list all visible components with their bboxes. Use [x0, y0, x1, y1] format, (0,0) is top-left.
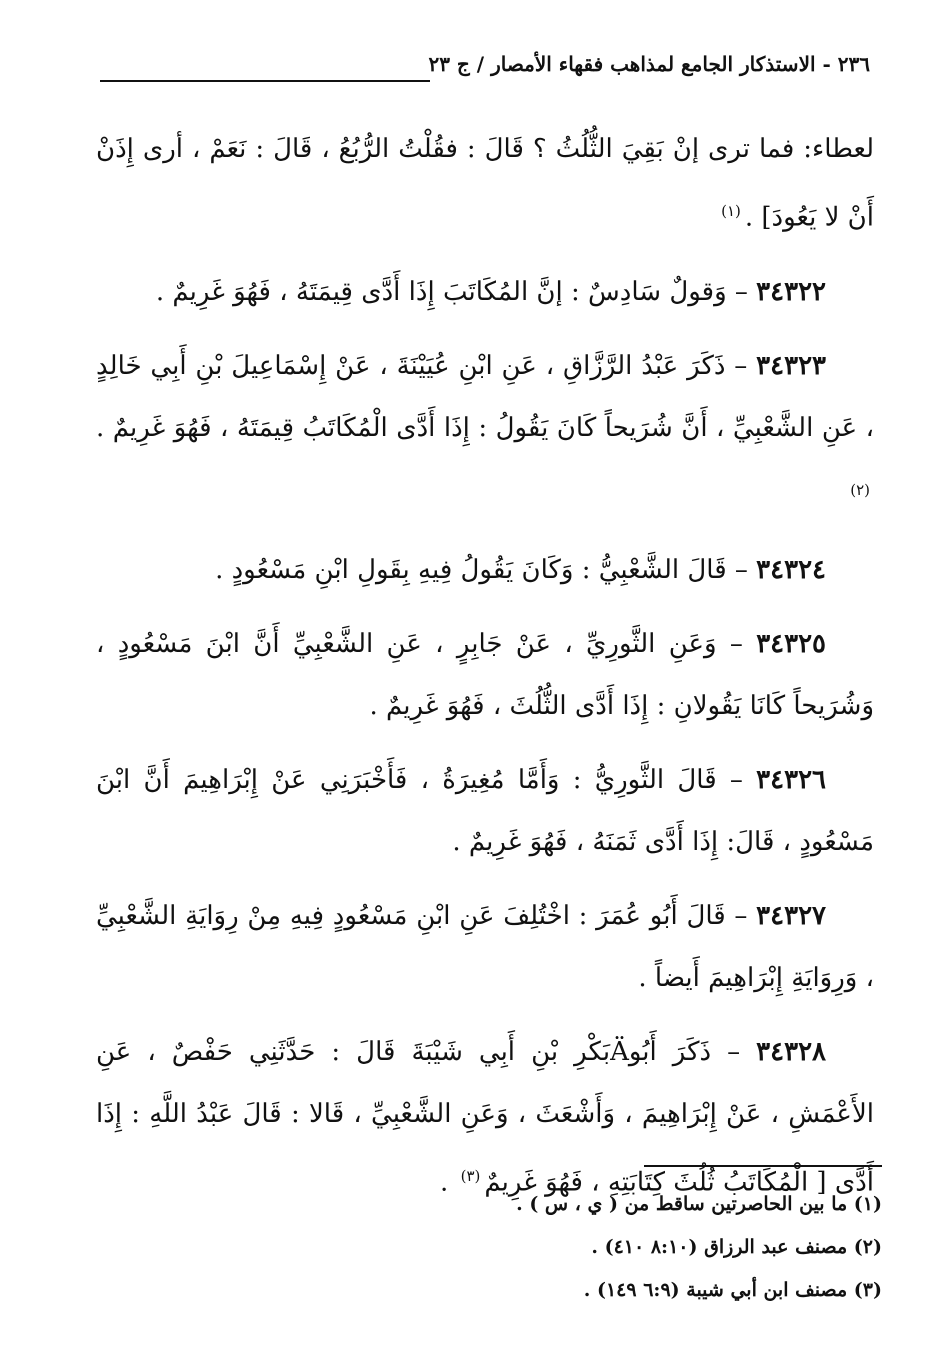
footnote-ref: (٣)	[460, 1167, 481, 1186]
paragraph-text: قَالَ الثَّورِيُّ : وَأَمَّا مُغِيرَةُ ، فَأَخْبَرَنِي عَنْ إِبْرَاهِيمَ أَنَّ ابْنَ مَسْعُودٍ ، قَالَ: إِذَا أَدَّى ثَمَنَهُ ، فَهُوَ غَرِيمٌ .	[96, 765, 874, 858]
paragraph-number: ٣٤٣٢٤	[756, 555, 826, 586]
paragraph-number: ٣٤٣٢٣	[756, 350, 826, 381]
footnote-3: (٣) مصنف ابن أبي شيبة (٦:٩ ١٤٩) .	[583, 1279, 882, 1301]
header-separator: -	[815, 52, 838, 76]
paragraph-34322: ٣٤٣٢٢ – وَقولٌ سَادِسٌ : إنَّ المُكَاتَبَ إِذَا أَدَّى قِيمَتَهُ ، فَهُوَ غَرِيمٌ .	[155, 276, 826, 307]
footnote-ref: (١)	[721, 202, 741, 220]
paragraph-text: وَقولٌ سَادِسٌ : إنَّ المُكَاتَبَ إِذَا أَدَّى قِيمَتَهُ ، فَهُوَ غَرِيمٌ .	[155, 276, 727, 307]
paragraph-text: وَعَنِ الثَّورِيِّ ، عَنْ جَابِرٍ ، عَنِ الشَّعْبِيِّ أَنَّ ابْنَ مَسْعُودٍ ، وَشُرَيحاً كَانَا يَقُولانِ : إِذَا أَدَّى الثُّلُثَ ، فَهُوَ غَرِيمٌ .	[96, 629, 874, 722]
paragraph-34324: ٣٤٣٢٤ – قَالَ الشَّعْبِيُّ : وَكَانَ يَقُولُ فِيهِ بِقَولِ ابْنِ مَسْعُودٍ .	[215, 555, 826, 586]
paragraph-number: ٣٤٣٢٨	[756, 1037, 826, 1068]
paragraph-34326: ٣٤٣٢٦ – قَالَ الثَّورِيُّ : وَأَمَّا مُغِيرَةُ ، فَأَخْبَرَنِي عَنْ إِبْرَاهِيمَ أَنَّ ابْنَ مَسْعُودٍ ، قَالَ: إِذَا أَدَّى ثَمَنَهُ ، فَهُوَ غَرِيمٌ .	[96, 765, 874, 858]
paragraph-continuation	[96, 118, 874, 249]
paragraph-text: قَالَ أَبُو عُمَرَ : اخْتُلِفَ عَنِ ابْنِ مَسْعُودٍ فِيهِ مِنْ رِوَايَةِ الشَّعْبِيِّ ، وَرِوَايَةِ إِبْرَاهِيمَ أَيضاً .	[96, 901, 874, 994]
footnote-1: (١) ما بين الحاصرتين ساقط من ( ي ، س ) .	[516, 1193, 882, 1215]
footnote-ref: (٢)	[850, 480, 870, 499]
header-rule	[100, 80, 430, 82]
paragraph-34325: ٣٤٣٢٥ – وَعَنِ الثَّورِيِّ ، عَنْ جَابِرٍ ، عَنِ الشَّعْبِيِّ أَنَّ ابْنَ مَسْعُودٍ ، وَشُرَيحاً كَانَا يَقُولانِ : إِذَا أَدَّى الثُّلُثَ ، فَهُوَ غَرِيمٌ .	[96, 629, 874, 722]
paragraph-text: ذَكَرَ عَبْدُ الرَّزَّاقِ ، عَنِ ابْنِ عُيَيْنَةَ ، عَنْ إِسْمَاعِيلَ بْنِ أَبِي خَالِدٍ ، عَنِ الشَّعْبِيِّ ، أَنَّ شُرَيحاً كَانَ يَقُولُ : إِذَا أَدَّى الْمُكَاتَبُ قِيمَتَهُ ، فَهُوَ غَرِيمٌ .	[96, 350, 874, 443]
paragraph-tail: .	[440, 1167, 457, 1198]
footnote-2: (٢) مصنف عبد الرزاق (٨:١٠ ٤١٠) .	[591, 1236, 882, 1258]
paragraph-number: ٣٤٣٢٢	[756, 276, 826, 307]
paragraph-number: ٣٤٣٢٥	[756, 629, 827, 660]
footnotes	[100, 1183, 882, 1312]
paragraph-number: ٣٤٣٢٦	[756, 765, 826, 796]
page-number: ٢٣٦	[837, 52, 870, 76]
paragraph-number: ٣٤٣٢٧	[756, 901, 826, 932]
main-text	[96, 118, 874, 1226]
paragraph-text: ذَكَرَ أَبُوÄبَكْرِ بْنِ أَبِي شَيْبَةَ قَالَ : حَدَّثَنِي حَفْصٌ ، عَنِ الأَعْمَشِ ، عَنْ إِبْرَاهِيمَ ، وَأَشْعَثَ ، وَعَنِ الشَّعْبِيِّ ، قَالا : قَالَ عَبْدُ اللَّهِ : إِذَا أَدَّى [ الْمُكَاتَبُ ثُلُثَ كِتَابَتِهِ ، فَهُوَ غَرِيمٌ	[96, 1037, 874, 1198]
paragraph-34328: ٣٤٣٢٨ – ذَكَرَ أَبُوÄبَكْرِ بْنِ أَبِي شَيْبَةَ قَالَ : حَدَّثَنِي حَفْصٌ ، عَنِ الأَعْمَشِ ، عَنْ إِبْرَاهِيمَ ، وَأَشْعَثَ ، وَعَنِ الشَّعْبِيِّ ، قَالا : قَالَ عَبْدُ اللَّهِ : إِذَا أَدَّى [ الْمُكَاتَبُ ثُلُثَ كِتَابَتِهِ ، فَهُوَ غَرِيمٌ$^{(٣)}$ .	[96, 1037, 874, 1198]
paragraph-34327: ٣٤٣٢٧ – قَالَ أَبُو عُمَرَ : اخْتُلِفَ عَنِ ابْنِ مَسْعُودٍ فِيهِ مِنْ رِوَايَةِ الشَّعْبِيِّ ، وَرِوَايَةِ إِبْرَاهِيمَ أَيضاً .	[96, 901, 874, 994]
footnote-rule	[644, 1165, 882, 1167]
paragraph-34323: ٣٤٣٢٣ – ذَكَرَ عَبْدُ الرَّزَّاقِ ، عَنِ ابْنِ عُيَيْنَةَ ، عَنْ إِسْمَاعِيلَ بْنِ أَبِي خَالِدٍ ، عَنِ الشَّعْبِيِّ ، أَنَّ شُرَيحاً كَانَ يَقُولُ : إِذَا أَدَّى الْمُكَاتَبُ قِيمَتَهُ ، فَهُوَ غَرِيمٌ .$^{(٢)}$	[96, 350, 874, 499]
running-header	[428, 52, 870, 76]
paragraph-text: قَالَ الشَّعْبِيُّ : وَكَانَ يَقُولُ فِيهِ بِقَولِ ابْنِ مَسْعُودٍ .	[215, 555, 727, 586]
book-title: الاستذكار الجامع لمذاهب فقهاء الأمصار / ج ٢٣	[428, 52, 816, 76]
paragraph-text: لعطاء: فما ترى إنْ بَقِيَ الثُّلُثُ ؟ قَالَ : فقُلْتُ الرُّبُعُ ، قَالَ : نَعَمْ ، أرى إِذَنْ أَنْ لا يَعُودَ] .	[96, 134, 874, 233]
